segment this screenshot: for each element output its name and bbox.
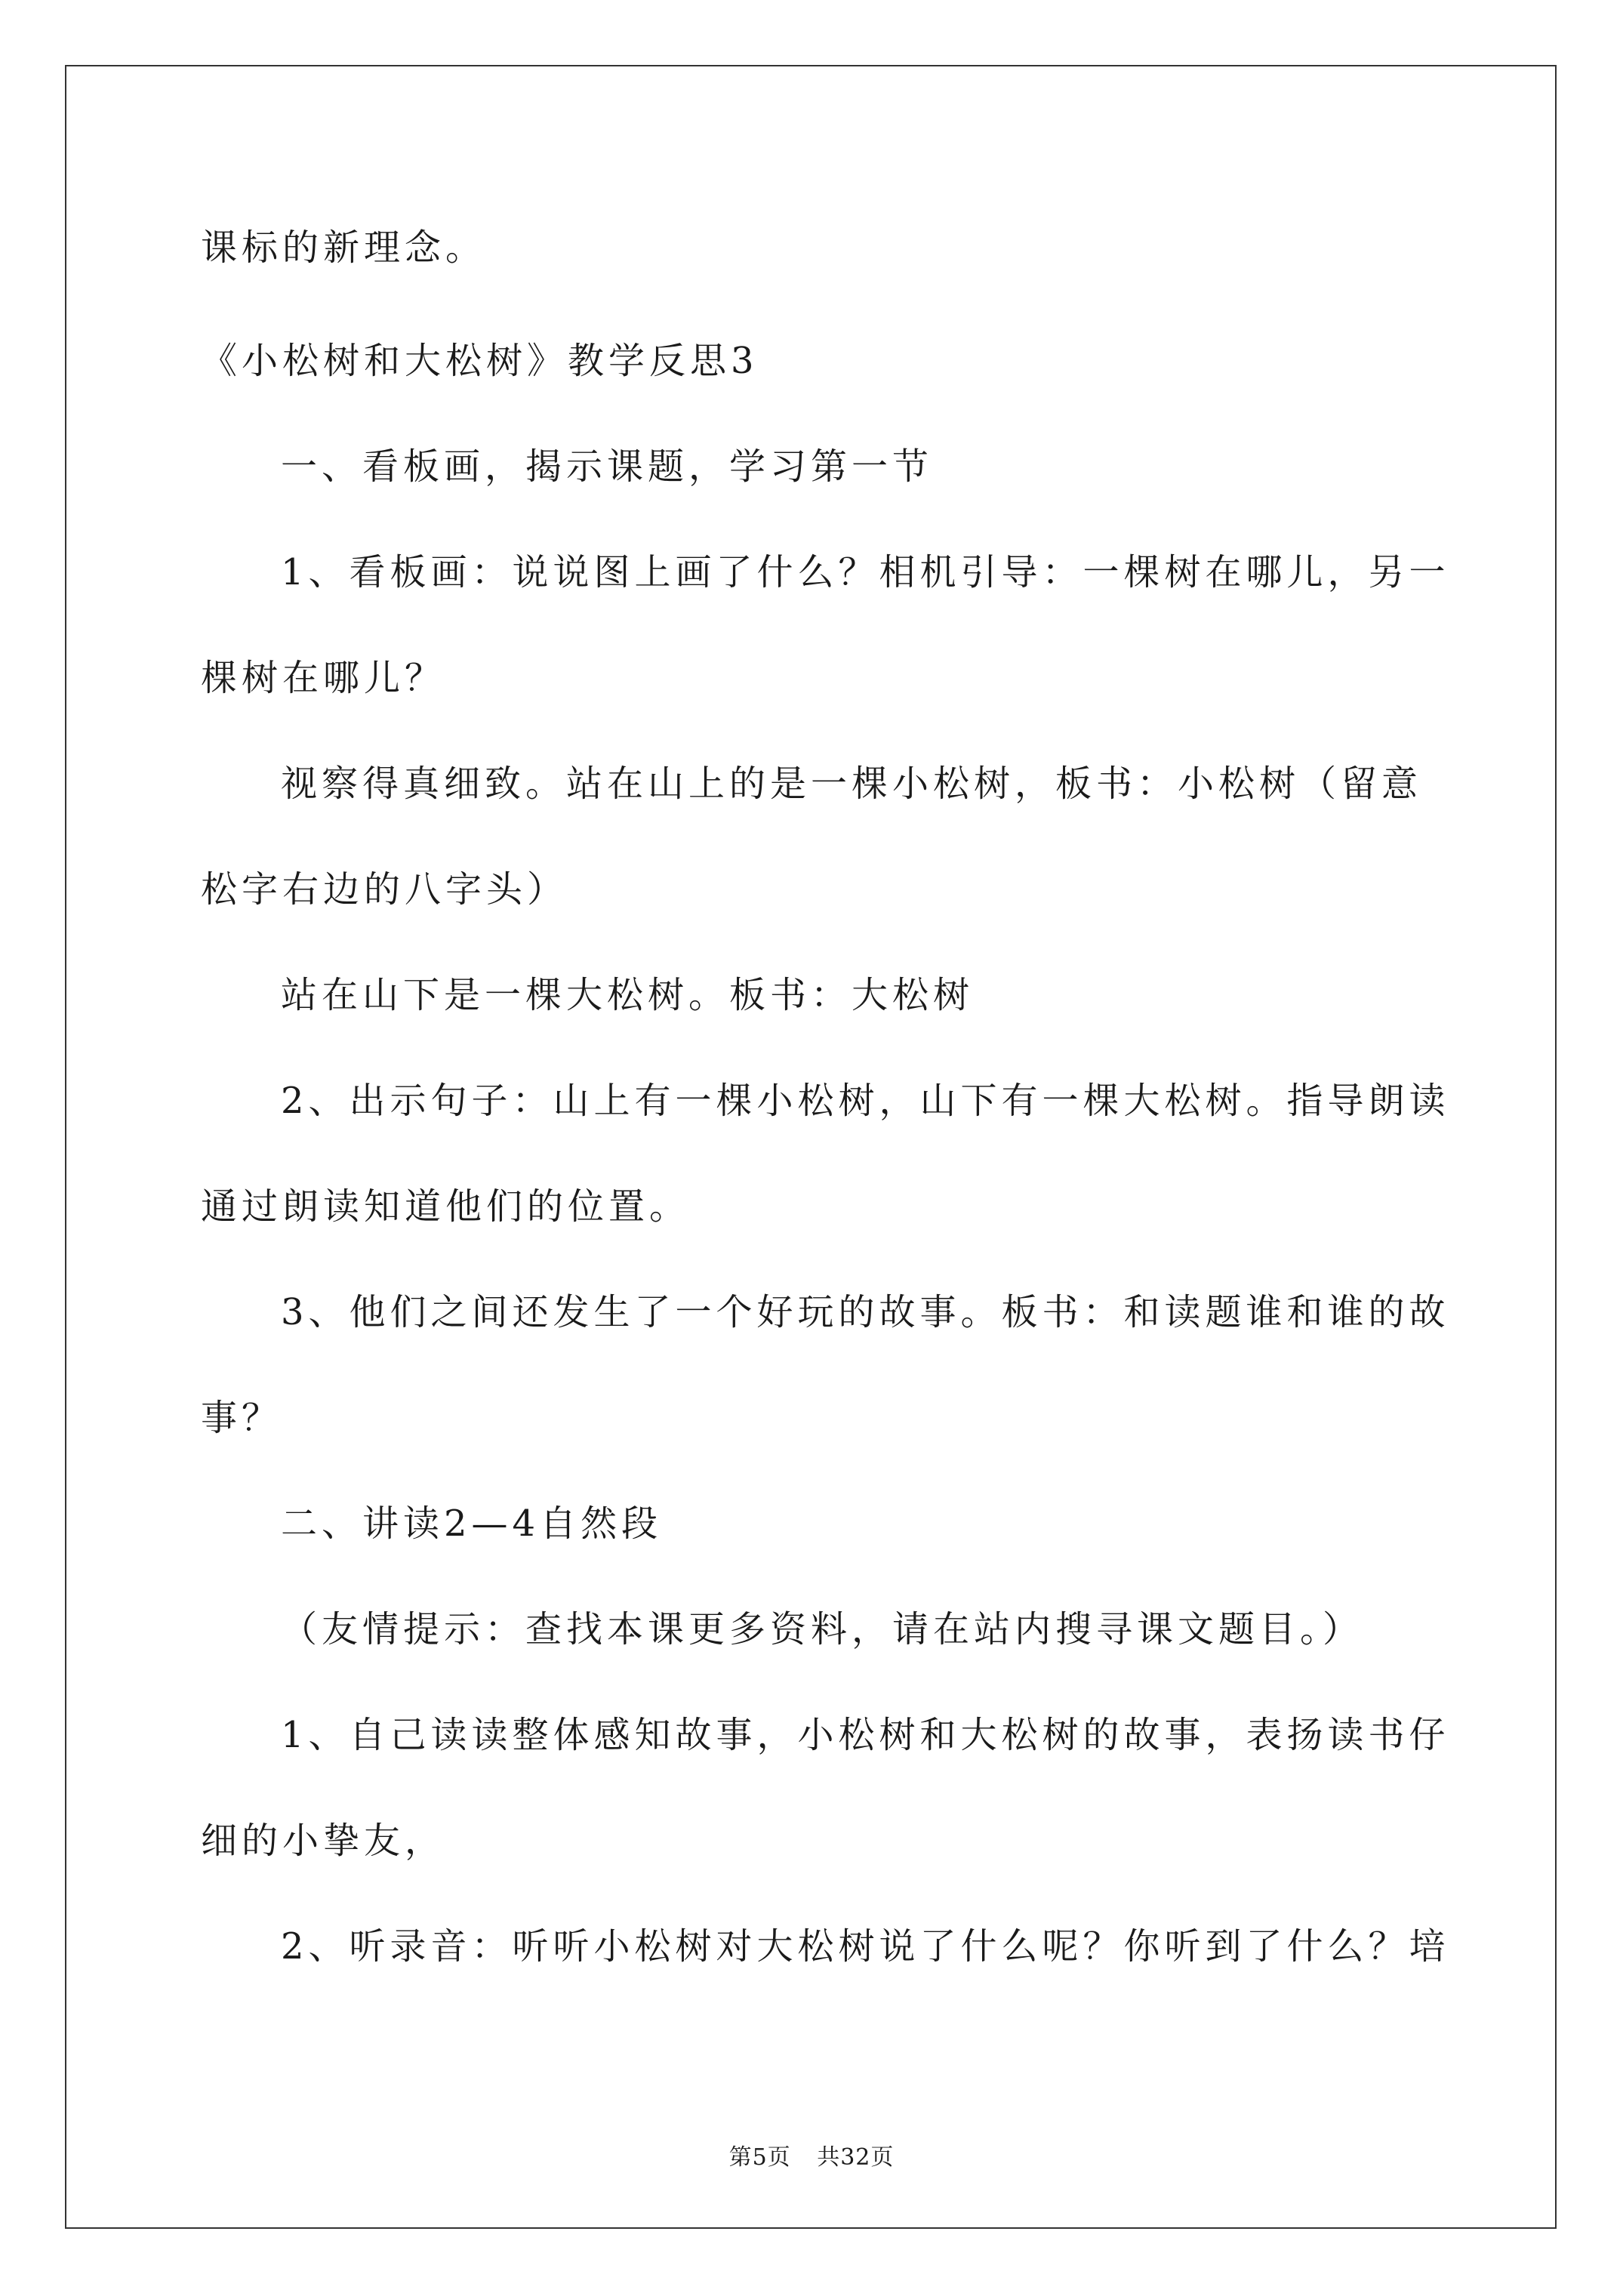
text-line: 3、他们之间还发生了一个好玩的故事。板书：和读题谁和谁的故 bbox=[281, 1291, 1450, 1333]
text-line: 棵树在哪儿？ bbox=[201, 657, 446, 699]
page-total: 共32页 bbox=[817, 2144, 895, 2171]
text-line: 细的小挚友， bbox=[201, 1820, 446, 1862]
page-number: 第5页 bbox=[728, 2144, 791, 2171]
text-line: 1、看板画：说说图上画了什么？相机引导：一棵树在哪儿，另一 bbox=[281, 551, 1450, 593]
text-line: 2、听录音：听听小松树对大松树说了什么呢？你听到了什么？培 bbox=[281, 1925, 1450, 1968]
section-heading: 《小松树和大松树》教学反思3 bbox=[201, 340, 759, 382]
text-line: 二、讲读2—4自然段 bbox=[281, 1502, 663, 1545]
text-line: （友情提示：查找本课更多资料，请在站内搜寻课文题目。） bbox=[281, 1608, 1364, 1650]
page-footer bbox=[0, 2143, 1623, 2173]
text-line: 课标的新理念。 bbox=[201, 227, 487, 269]
text-line: 一、看板画，揭示课题，学习第一节 bbox=[281, 445, 934, 488]
text-line: 2、出示句子：山上有一棵小松树，山下有一棵大松树。指导朗读 bbox=[281, 1080, 1450, 1122]
text-line: 视察得真细致。站在山上的是一棵小松树，板书：小松树（留意 bbox=[281, 763, 1423, 805]
text-line: 站在山下是一棵大松树。板书：大松树 bbox=[281, 974, 975, 1016]
text-line: 松字右边的八字头） bbox=[201, 868, 568, 911]
text-line: 1、自己读读整体感知故事，小松树和大松树的故事，表扬读书仔 bbox=[281, 1714, 1450, 1756]
text-line: 通过朗读知道他们的位置。 bbox=[201, 1185, 691, 1228]
page-border bbox=[65, 65, 1557, 2229]
text-line: 事？ bbox=[201, 1397, 283, 1439]
